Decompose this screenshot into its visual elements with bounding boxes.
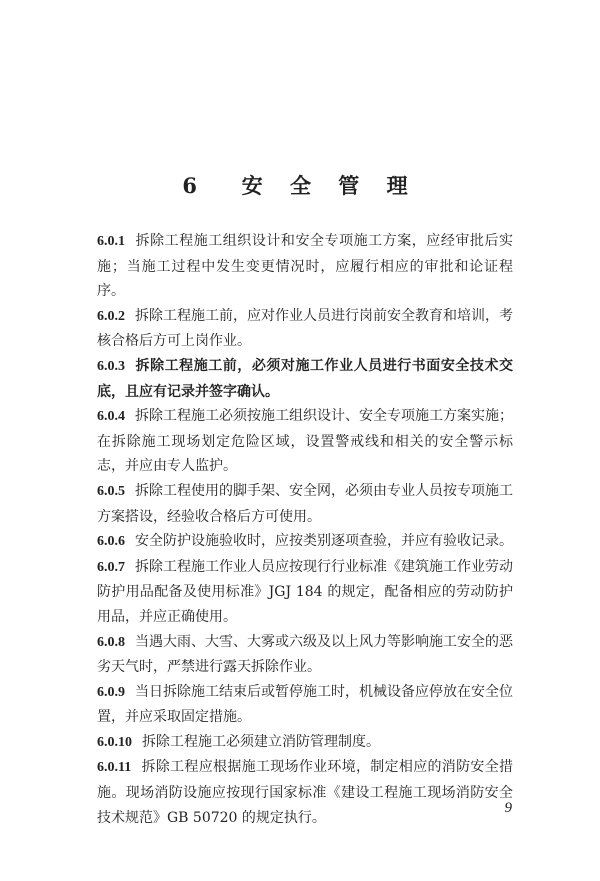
chapter-title: 安 全 管 理	[241, 173, 418, 198]
clause-6-0-1	[97, 229, 513, 304]
clause-text: 拆除工程施工前，应对作业人员进行岗前安全教育和培训，考核合格后方可上岗作业。	[97, 307, 513, 350]
clause-number: 6.0.7	[97, 559, 125, 575]
clause-text: 拆除工程应根据施工现场作业环境，制定相应的消防安全措施。现场消防设施应按现行国家标准《建设工程施工现场消防安全技术规范》GB 50720 的规定执行。	[97, 759, 513, 826]
clause-6-0-7	[97, 555, 513, 630]
clause-number: 6.0.10	[97, 734, 132, 750]
clause-text: 当日拆除施工结束后或暂停施工时，机械设备应停放在安全位置，并应采取固定措施。	[97, 683, 513, 726]
clause-number: 6.0.11	[97, 760, 132, 776]
clause-text: 拆除工程使用的脚手架、安全网，必须由专业人员按专项施工方案搭设，经验收合格后方可使用。	[97, 482, 513, 525]
clause-text: 拆除工程施工必须建立消防管理制度。	[142, 733, 380, 750]
clause-text: 拆除工程施工组织设计和安全专项施工方案，应经审批后实施；当施工过程中发生变更情况时，应履行相应的审批和论证程序。	[97, 233, 513, 300]
clause-number: 6.0.5	[97, 483, 125, 499]
clause-list	[97, 229, 513, 830]
clause-6-0-8	[97, 630, 513, 680]
clause-6-0-3	[97, 354, 513, 404]
clause-number: 6.0.2	[97, 308, 125, 324]
clause-number: 6.0.4	[97, 409, 125, 425]
clause-6-0-2	[97, 304, 513, 354]
clause-number: 6.0.6	[97, 534, 125, 550]
clause-text: 当遇大雨、大雪、大雾或六级及以上风力等影响施工安全的恶劣天气时，严禁进行露天拆除作业。	[97, 633, 513, 676]
clause-6-0-4	[97, 404, 513, 479]
clause-text: 拆除工程施工必须按施工组织设计、安全专项施工方案实施；在拆除施工现场划定危险区域，设置警戒线和相关的安全警示标志，并应由专人监护。	[97, 408, 513, 475]
chapter-number: 6	[182, 173, 208, 198]
clause-number: 6.0.8	[97, 634, 125, 650]
clause-number: 6.0.3	[97, 358, 125, 374]
clause-text: 安全防护设施验收时，应按类别逐项查验，并应有验收记录。	[135, 533, 513, 550]
clause-text: 拆除工程施工前，必须对施工作业人员进行书面安全技术交底，且应有记录并签字确认。	[97, 357, 513, 400]
clause-6-0-6	[97, 529, 513, 555]
page-number: 9	[504, 800, 512, 816]
clause-6-0-9	[97, 680, 513, 730]
clause-6-0-11	[97, 755, 513, 830]
chapter-heading	[0, 170, 600, 200]
clause-6-0-10	[97, 730, 513, 756]
clause-text: 拆除工程施工作业人员应按现行行业标准《建筑施工作业劳动防护用品配备及使用标准》JGJ 184 的规定，配备相应的劳动防护用品，并应正确使用。	[97, 558, 513, 625]
clause-number: 6.0.9	[97, 684, 125, 700]
clause-6-0-5	[97, 479, 513, 529]
clause-number: 6.0.1	[97, 234, 125, 249]
